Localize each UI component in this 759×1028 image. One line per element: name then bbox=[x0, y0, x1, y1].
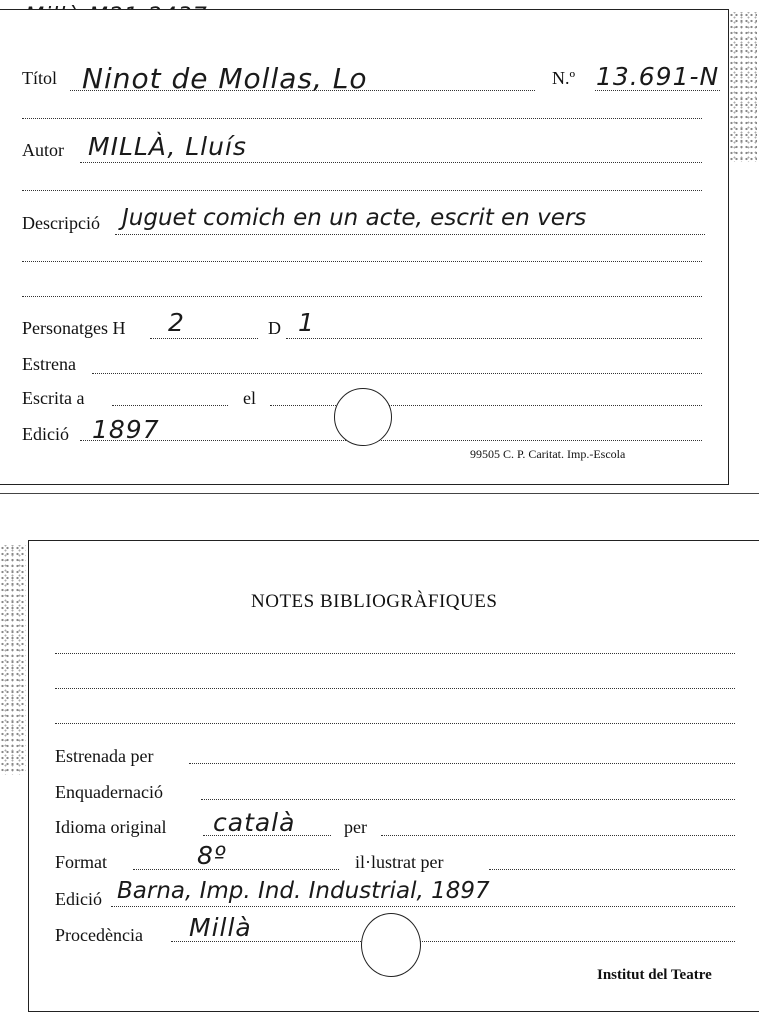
edicio2-label: Edició bbox=[55, 889, 102, 909]
procedencia-label: Procedència bbox=[55, 925, 143, 945]
no-line bbox=[595, 90, 720, 91]
paper-speckle bbox=[729, 12, 757, 162]
personatges-d-label: D bbox=[268, 318, 281, 338]
illustrat-label: il·lustrat per bbox=[355, 852, 444, 872]
titol-label: Títol bbox=[22, 68, 57, 88]
blank-line bbox=[22, 261, 702, 262]
format-line bbox=[133, 869, 339, 870]
idioma-label: Idioma original bbox=[55, 817, 167, 837]
descripcio-line bbox=[115, 234, 705, 235]
descripcio-label: Descripció bbox=[22, 213, 100, 233]
edicio2-value: Barna, Imp. Ind. Industrial, 1897 bbox=[117, 878, 490, 904]
enquadernacio-label: Enquadernació bbox=[55, 782, 163, 802]
blank-line bbox=[55, 653, 735, 654]
el-label: el bbox=[243, 388, 256, 408]
titol-value: Ninot de Mollas, Lo bbox=[82, 62, 368, 95]
idioma-value: català bbox=[213, 808, 296, 837]
autor-line bbox=[80, 162, 702, 163]
paper-speckle bbox=[0, 545, 26, 775]
blank-line bbox=[22, 296, 702, 297]
personatges-label: Personatges H bbox=[22, 318, 126, 338]
blank-line bbox=[55, 723, 735, 724]
catalog-card-front bbox=[0, 9, 729, 485]
autor-label: Autor bbox=[22, 140, 64, 160]
estrenada-label: Estrenada per bbox=[55, 746, 154, 766]
catalog-card-back bbox=[28, 540, 759, 1012]
blank-line bbox=[22, 190, 702, 191]
illustrat-line bbox=[489, 869, 735, 870]
edicio-value: 1897 bbox=[92, 415, 160, 444]
card-separator-line bbox=[0, 493, 759, 494]
personatges-d-line bbox=[286, 338, 702, 339]
punch-hole bbox=[361, 913, 421, 977]
format-label: Format bbox=[55, 852, 107, 872]
printer-imprint: 99505 C. P. Caritat. Imp.-Escola bbox=[470, 447, 626, 461]
estrena-line bbox=[92, 373, 702, 374]
enquadernacio-line bbox=[201, 799, 735, 800]
blank-line bbox=[55, 688, 735, 689]
punch-hole bbox=[334, 388, 392, 446]
edicio-label: Edició bbox=[22, 424, 69, 444]
blank-line bbox=[22, 118, 702, 119]
descripcio-value: Juguet comich en un acte, escrit en vers bbox=[122, 205, 587, 231]
no-label: N.º bbox=[552, 68, 576, 88]
idioma-line bbox=[203, 835, 331, 836]
procedencia-value: Millà bbox=[189, 913, 252, 942]
format-value: 8º bbox=[197, 841, 227, 870]
per-line bbox=[381, 835, 735, 836]
el-line bbox=[270, 405, 702, 406]
escrita-line bbox=[112, 405, 228, 406]
no-value: 13.691-N bbox=[596, 62, 720, 91]
estrenada-line bbox=[189, 763, 735, 764]
estrena-label: Estrena bbox=[22, 354, 76, 374]
personatges-h-value: 2 bbox=[168, 308, 185, 337]
per-label: per bbox=[344, 817, 367, 837]
personatges-d-value: 1 bbox=[298, 308, 315, 337]
institution-name: Institut del Teatre bbox=[597, 967, 712, 983]
escrita-label: Escrita a bbox=[22, 388, 85, 408]
autor-value: MILLÀ, Lluís bbox=[88, 132, 247, 161]
edicio-line bbox=[80, 440, 702, 441]
notes-heading: NOTES BIBLIOGRÀFIQUES bbox=[251, 591, 498, 612]
personatges-h-line bbox=[150, 338, 258, 339]
procedencia-line bbox=[171, 941, 735, 942]
edicio2-line bbox=[111, 906, 735, 907]
